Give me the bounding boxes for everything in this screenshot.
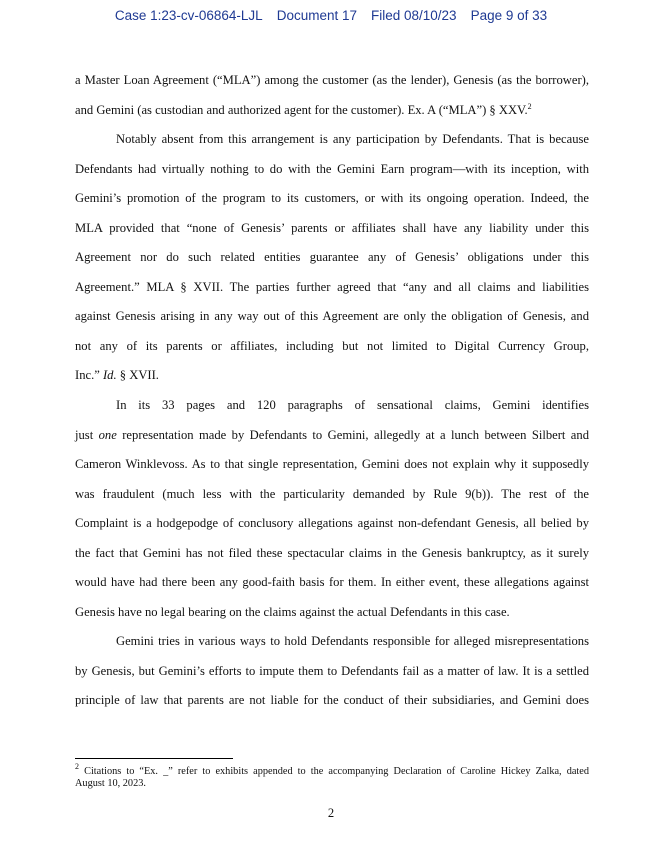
id-citation: Id. [102, 368, 117, 383]
body-line: Notably absent from this arrangement is any participation by Defendants. That is because [116, 132, 589, 147]
body-text [75, 73, 589, 723]
body-line: by Genesis, but Gemini’s efforts to impute them to Defendants fail as a matter of law. It is a settled [75, 663, 589, 678]
body-line: Cameron Winklevoss. As to that single representation, Gemini does not explain why it supposedly [75, 457, 589, 472]
body-line: MLA provided that “none of Genesis’ parents or affiliates shall have any liability under this [75, 220, 589, 235]
body-line: Agreement nor do such related entities guarantee any of Genesis’ obligations under this [75, 250, 589, 265]
footnote [75, 762, 589, 790]
footnote-ref: 2 [527, 101, 532, 111]
page-number: 2 [327, 806, 335, 820]
footnote-text: Citations to “Ex. _” refer to exhibits appended to the accompanying Declaration of Caroline Hickey Zalka, dated [84, 766, 589, 777]
footnote-marker: 2 [75, 762, 79, 771]
body-line: Gemini tries in various ways to hold Defendants responsible for alleged misrepresentations [116, 634, 589, 649]
body-line: Genesis have no legal bearing on the claims against the actual Defendants in this case. [75, 604, 510, 619]
ecf-header [0, 8, 662, 23]
body-line: and Gemini (as custodian and authorized agent for the customer). Ex. A (“MLA”) § XXV.$^2$ [75, 101, 532, 117]
body-line: just one representation made by Defendants to Gemini, allegedly at a lunch between Silbert and [75, 427, 589, 442]
body-line: Gemini’s promotion of the program to its customers, or with its ongoing operation. Indeed, the [75, 191, 589, 206]
body-line: a Master Loan Agreement (“MLA”) among the customer (as the lender), Genesis (as the borrower), [75, 73, 589, 87]
body-line: principle of law that parents are not liable for the conduct of their subsidiaries, and Gemini does [75, 693, 589, 708]
body-line: Inc.” Id. § XVII. [75, 368, 159, 383]
page-of-total: Page 9 of 33 [470, 8, 548, 23]
emphasis: one [98, 427, 117, 442]
body-line: was fraudulent (much less with the particularity demanded by Rule 9(b)). The rest of the [75, 486, 589, 501]
body-line: Complaint is a hodgepodge of conclusory allegations against non-defendant Genesis, all belied by [75, 516, 589, 531]
body-line: In its 33 pages and 120 paragraphs of sensational claims, Gemini identifies [116, 398, 589, 413]
footnote-text: August 10, 2023. [75, 778, 146, 789]
document-number: Document 17 [276, 8, 357, 23]
body-line: not any of its parents or affiliates, including but not limited to Digital Currency Group, [75, 338, 589, 353]
body-line: Defendants had virtually nothing to do with the Gemini Earn program—with its inception, with [75, 161, 589, 176]
body-line: the fact that Gemini has not filed these spectacular claims in the Genesis bankruptcy, as it surely [75, 545, 589, 560]
body-line: against Genesis arising in any way out of this Agreement are only the obligation of Genesis, and [75, 309, 589, 324]
body-line: Agreement.” MLA § XVII. The parties further agreed that “any and all claims and liabilities [75, 279, 589, 294]
footnote-divider [75, 758, 233, 759]
filed-date: Filed 08/10/23 [371, 8, 457, 23]
body-line: would have had there been any good-faith basis for them. In either event, these allegations against [75, 575, 589, 590]
case-number: Case 1:23-cv-06864-LJL [114, 8, 263, 23]
